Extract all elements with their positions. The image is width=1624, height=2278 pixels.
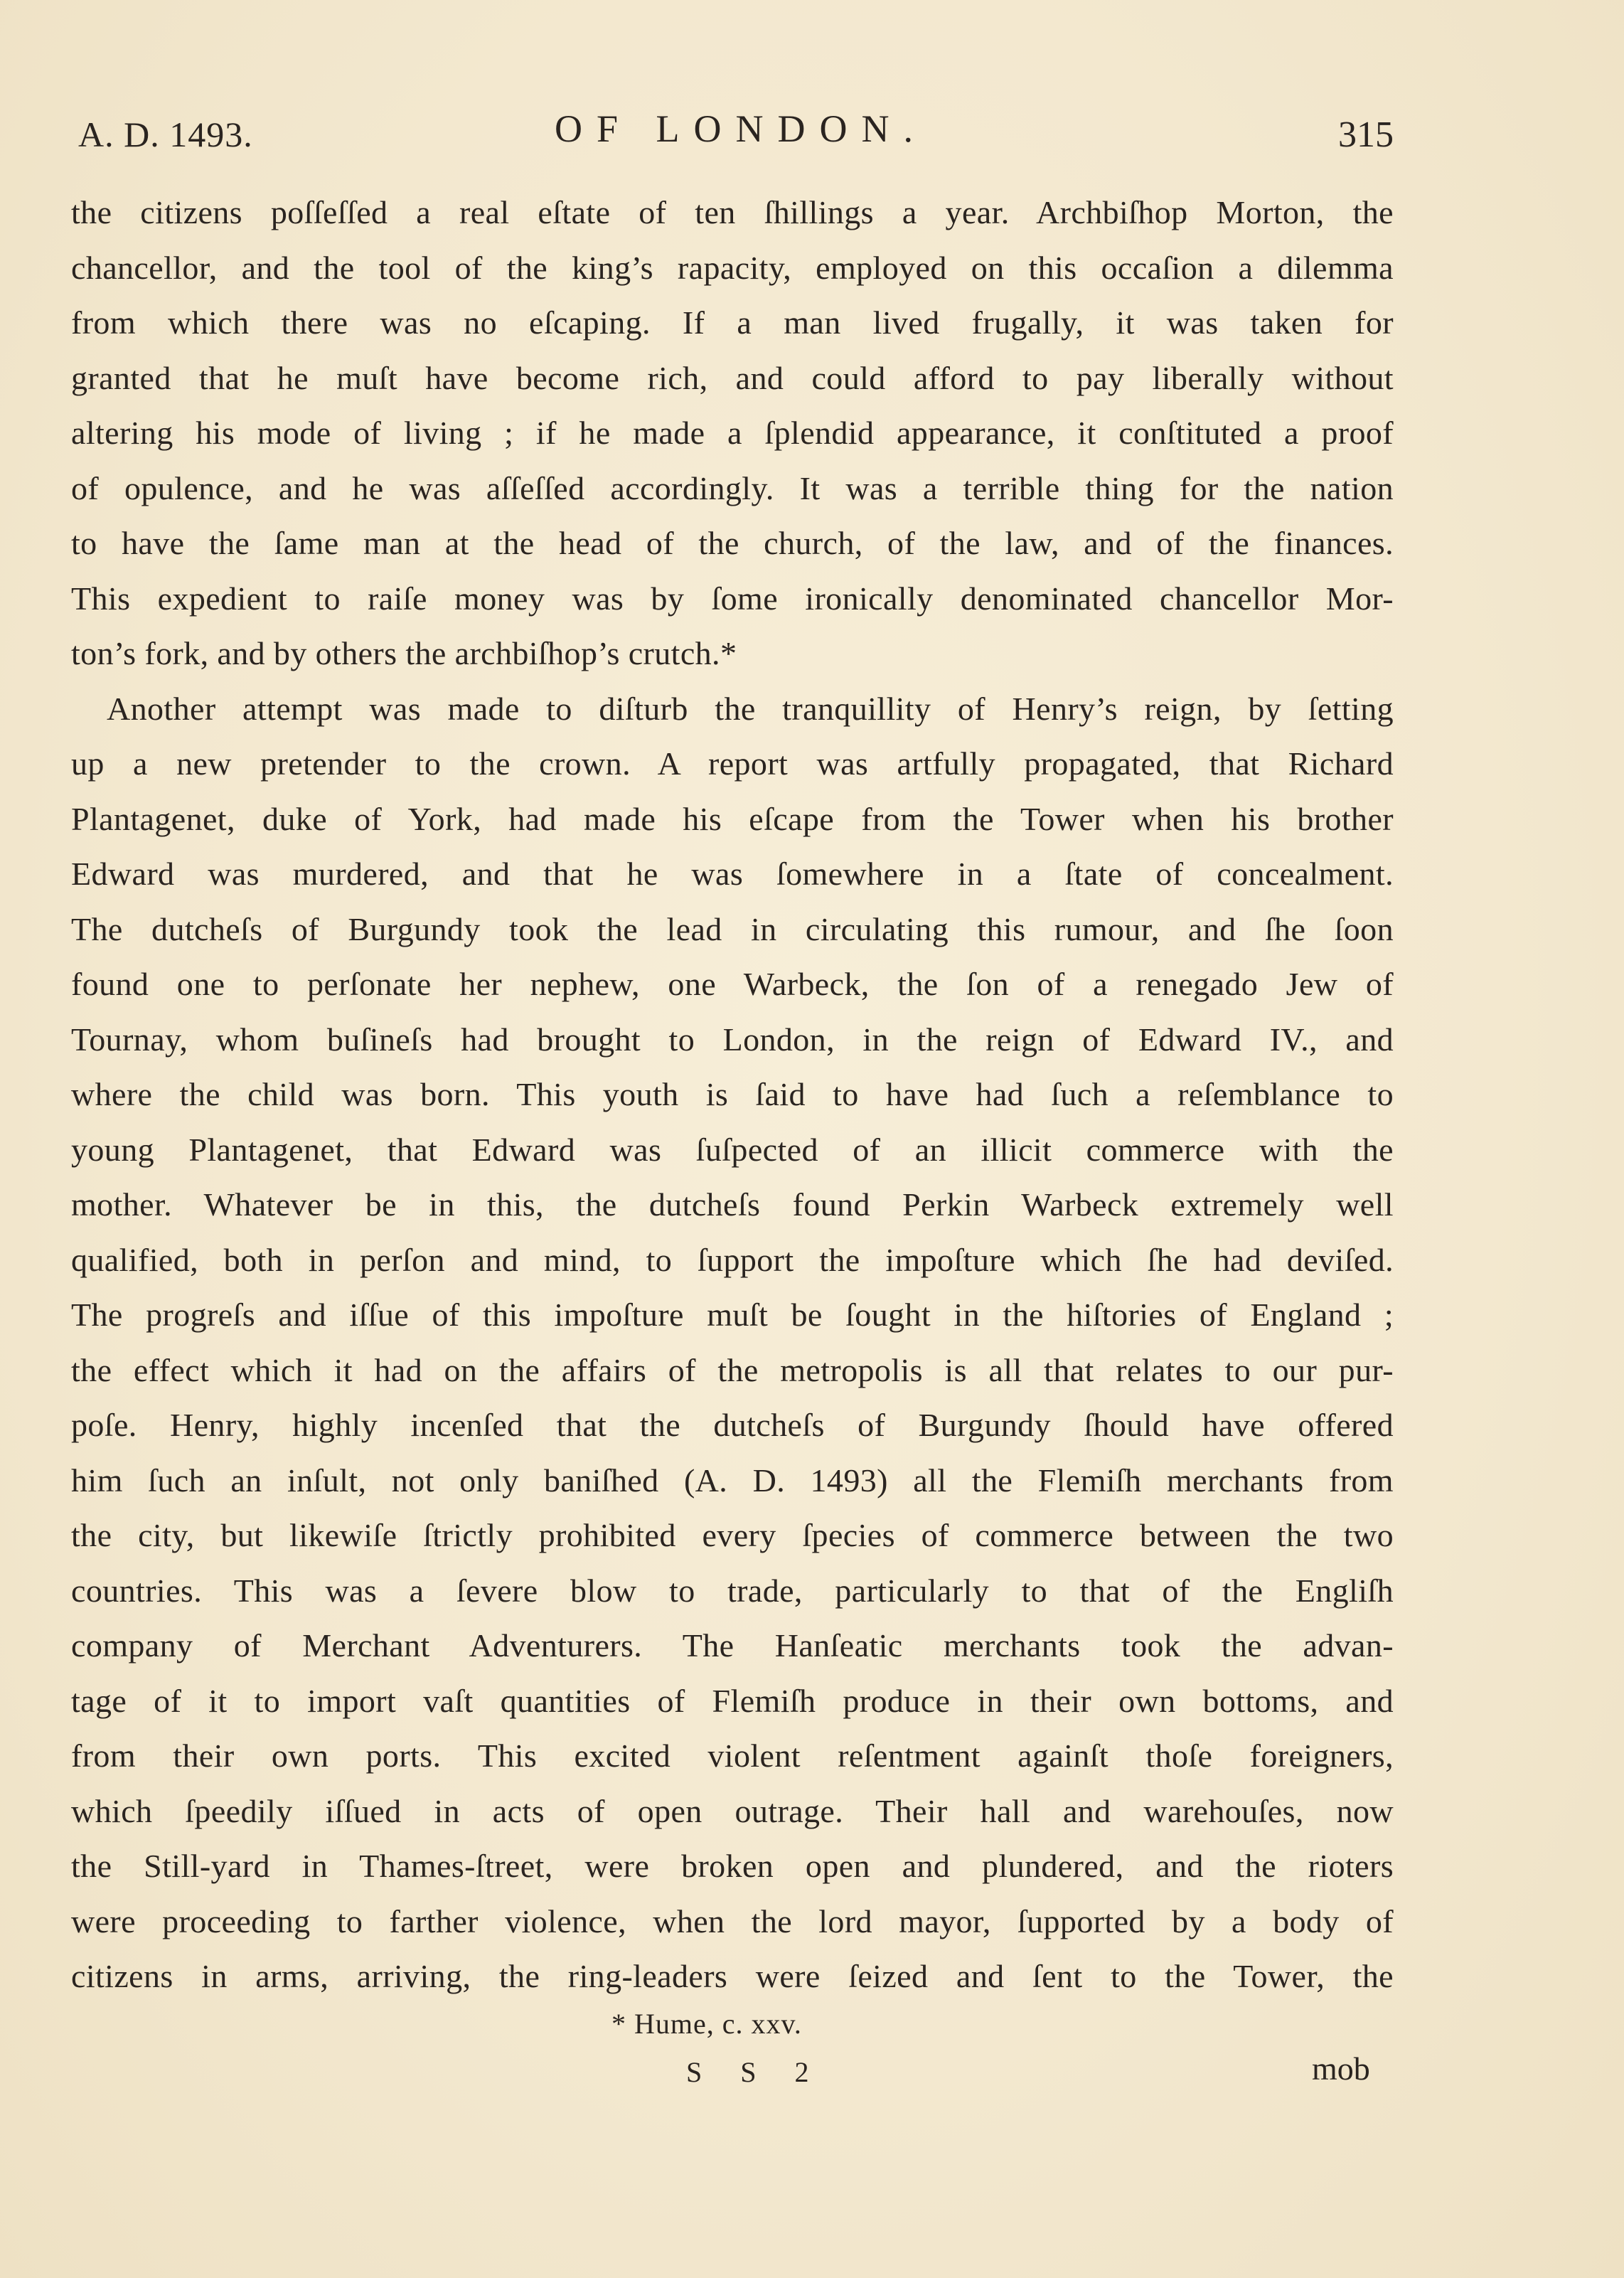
text-line: mother. Whatever be in this, the dutcheſs found Perkin Warbeck extremely well [71, 1186, 1394, 1223]
page-number: 315 [1338, 115, 1394, 155]
text-line: The dutcheſs of Burgundy took the lead in circulating this rumour, and ſhe ſoon [71, 910, 1394, 947]
text-line: of opulence, and he was aſſeſſed accordingly. It was a terrible thing for the nation [71, 469, 1394, 506]
body-text [71, 185, 1394, 2004]
text-line: young Plantagenet, that Edward was ſuſpected of an illicit commerce with the [71, 1131, 1394, 1168]
text-line: up a new pretender to the crown. A report was artfully propagated, that Richard [71, 745, 1394, 782]
catchword: mob [1312, 2050, 1370, 2087]
text-line: chancellor, and the tool of the king’s rapacity, employed on this occaſion a dilemma [71, 249, 1394, 286]
text-line: ton’s fork, and by others the archbiſhop’s crutch.* [71, 635, 737, 671]
text-line: Edward was murdered, and that he was ſomewhere in a ſtate of concealment. [71, 856, 1394, 892]
text-line: tage of it to import vaſt quantities of Flemiſh produce in their own bottoms, and [71, 1682, 1394, 1719]
text-line: the city, but likewiſe ſtrictly prohibited every ſpecies of commerce between the two [71, 1517, 1394, 1553]
signature-mark: S S 2 [686, 2056, 825, 2088]
text-line: company of Merchant Adventurers. The Hanſeatic merchants took the advan- [71, 1627, 1394, 1664]
text-line: countries. This was a ſevere blow to trade, particularly to that of the Engliſh [71, 1572, 1394, 1609]
text-line: Plantagenet, duke of York, had made his eſcape from the Tower when his brother [71, 800, 1394, 837]
header-year: A. D. 1493. [78, 115, 253, 154]
text-line: Tournay, whom buſineſs had brought to London, in the reign of Edward IV., and [71, 1021, 1394, 1058]
text-line: Another attempt was made to diſturb the tranquillity of Henry’s reign, by ſetting [107, 690, 1394, 727]
text-line: qualified, both in perſon and mind, to ſupport the impoſture which ſhe had deviſed. [71, 1241, 1394, 1278]
text-line: found one to perſonate her nephew, one Warbeck, the ſon of a renegado Jew of [71, 966, 1394, 1002]
text-line: which ſpeedily iſſued in acts of open outrage. Their hall and warehouſes, now [71, 1792, 1394, 1829]
text-line: citizens in arms, arriving, the ring-leaders were ſeized and ſent to the Tower, the [71, 1958, 1394, 1994]
text-line: This expedient to raiſe money was by ſome ironically denominated chancellor Mor- [71, 580, 1394, 617]
text-line: him ſuch an inſult, not only baniſhed (A. D. 1493) all the Flemiſh merchants from [71, 1462, 1394, 1499]
text-line: poſe. Henry, highly incenſed that the dutcheſs of Burgundy ſhould have offered [71, 1407, 1394, 1443]
text-line: from their own ports. This excited violent reſentment againſt thoſe foreigners, [71, 1737, 1394, 1774]
text-line: from which there was no eſcaping. If a man lived frugally, it was taken for [71, 304, 1394, 341]
text-line: The progreſs and iſſue of this impoſture muſt be ſought in the hiſtories of England ; [71, 1297, 1394, 1333]
running-head [78, 107, 1394, 164]
text-line: the Still-yard in Thames-ſtreet, were broken open and plundered, and the rioters [71, 1848, 1394, 1884]
text-line: were proceeding to farther violence, when the lord mayor, ſupported by a body of [71, 1902, 1394, 1939]
text-line: the citizens poſſeſſed a real eſtate of ten ſhillings a year. Archbiſhop Morton, the [71, 194, 1394, 230]
footnote: * Hume, c. xxv. [611, 2008, 802, 2040]
text-line: where the child was born. This youth is ſaid to have had ſuch a reſemblance to [71, 1076, 1394, 1112]
text-line: granted that he muſt have become rich, and could afford to pay liberally without [71, 359, 1394, 396]
text-line: to have the ſame man at the head of the church, of the law, and of the finances. [71, 525, 1394, 561]
text-line: the effect which it had on the affairs of the metropolis is all that relates to our pur- [71, 1351, 1394, 1388]
text-line: altering his mode of living ; if he made a ſplendid appearance, it conſtituted a proof [71, 415, 1394, 451]
header-title: OF LONDON. [555, 107, 927, 150]
